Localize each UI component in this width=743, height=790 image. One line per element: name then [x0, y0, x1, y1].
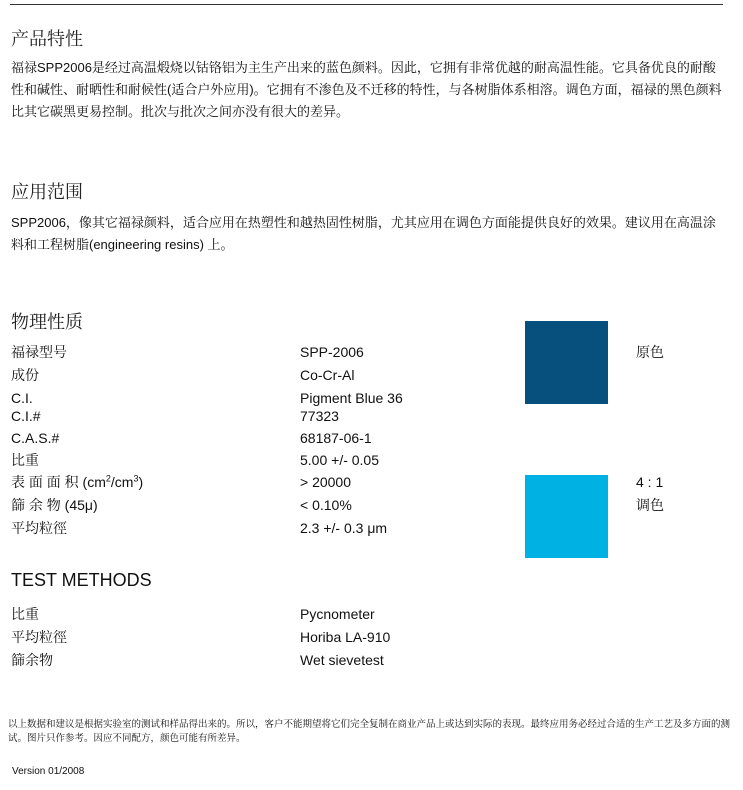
test-methods-title: TEST METHODS — [11, 570, 152, 590]
tint-caption: 调色 — [636, 497, 664, 513]
property-label: 成份 — [11, 367, 39, 383]
property-value: Pigment Blue 36 — [300, 390, 403, 406]
applications-title: 应用范围 — [11, 182, 83, 202]
characteristics-title: 产品特性 — [11, 29, 83, 49]
test-method-value: Horiba LA-910 — [300, 629, 391, 645]
property-value: SPP-2006 — [300, 344, 364, 360]
property-value: 5.00 +/- 0.05 — [300, 452, 380, 468]
property-value: Co-Cr-Al — [300, 367, 355, 383]
property-label: C.I.# — [11, 408, 41, 424]
test-method-value: Pycnometer — [300, 606, 375, 622]
top-divider — [10, 4, 723, 5]
property-label: 平均粒徑 — [11, 520, 67, 536]
property-label: 比重 — [11, 452, 39, 468]
property-label: 篩 余 物 (45μ) — [11, 497, 98, 513]
masstone-caption: 原色 — [636, 344, 664, 360]
property-label: 福禄型号 — [11, 344, 67, 360]
disclaimer-text: 以上数据和建议是根据实验室的测试和样品得出来的。所以，客户不能期望将它们完全复制在商业产品上或达到实际的表现。最终应用务必经过合适的生产工艺及多方面的测试。图片只作参考。因应不同配方，颜色可能有所差异。 — [8, 719, 731, 744]
characteristics-text: 福禄SPP2006是经过高温煅烧以钴铬铝为主生产出来的蓝色颜料。因此，它拥有非常优越的耐高温性能。它具备优良的耐酸性和碱性、耐晒性和耐候性(适合户外应用)。它拥有不渗色及不迁移的特性，与各树脂体系相溶。调色方面，福禄的黑色颜料比其它碳黑更易控制。批次与批次之间亦没有很大的差异。 — [11, 60, 722, 119]
property-value: 77323 — [300, 408, 339, 424]
property-value: > 20000 — [300, 474, 351, 490]
property-label: C.I. — [11, 390, 33, 406]
test-method-value: Wet sievetest — [300, 652, 384, 668]
property-label: 表 面 面 积 $(cm^2/cm^3)$ — [11, 473, 144, 490]
tint-color-swatch — [525, 475, 608, 558]
masstone-color-swatch — [525, 321, 608, 404]
test-method-label: 比重 — [11, 606, 39, 622]
test-method-label: 篩余物 — [11, 652, 53, 668]
property-value: < 0.10% — [300, 497, 352, 513]
test-method-label: 平均粒徑 — [11, 629, 67, 645]
property-value: 68187-06-1 — [300, 430, 372, 446]
tint-ratio: 4 : 1 — [636, 474, 664, 490]
properties-title: 物理性质 — [11, 312, 83, 332]
version-label: Version 01/2008 — [12, 766, 85, 777]
property-value: 2.3 +/- 0.3 μm — [300, 520, 388, 536]
applications-text: SPP2006，像其它福禄颜料，适合应用在热塑性和越热固性树脂，尤其应用在调色方面能提供良好的效果。建议用在高温涂料和工程树脂(engineering resins) 上。 — [11, 215, 716, 252]
property-label: C.A.S.# — [11, 430, 60, 446]
